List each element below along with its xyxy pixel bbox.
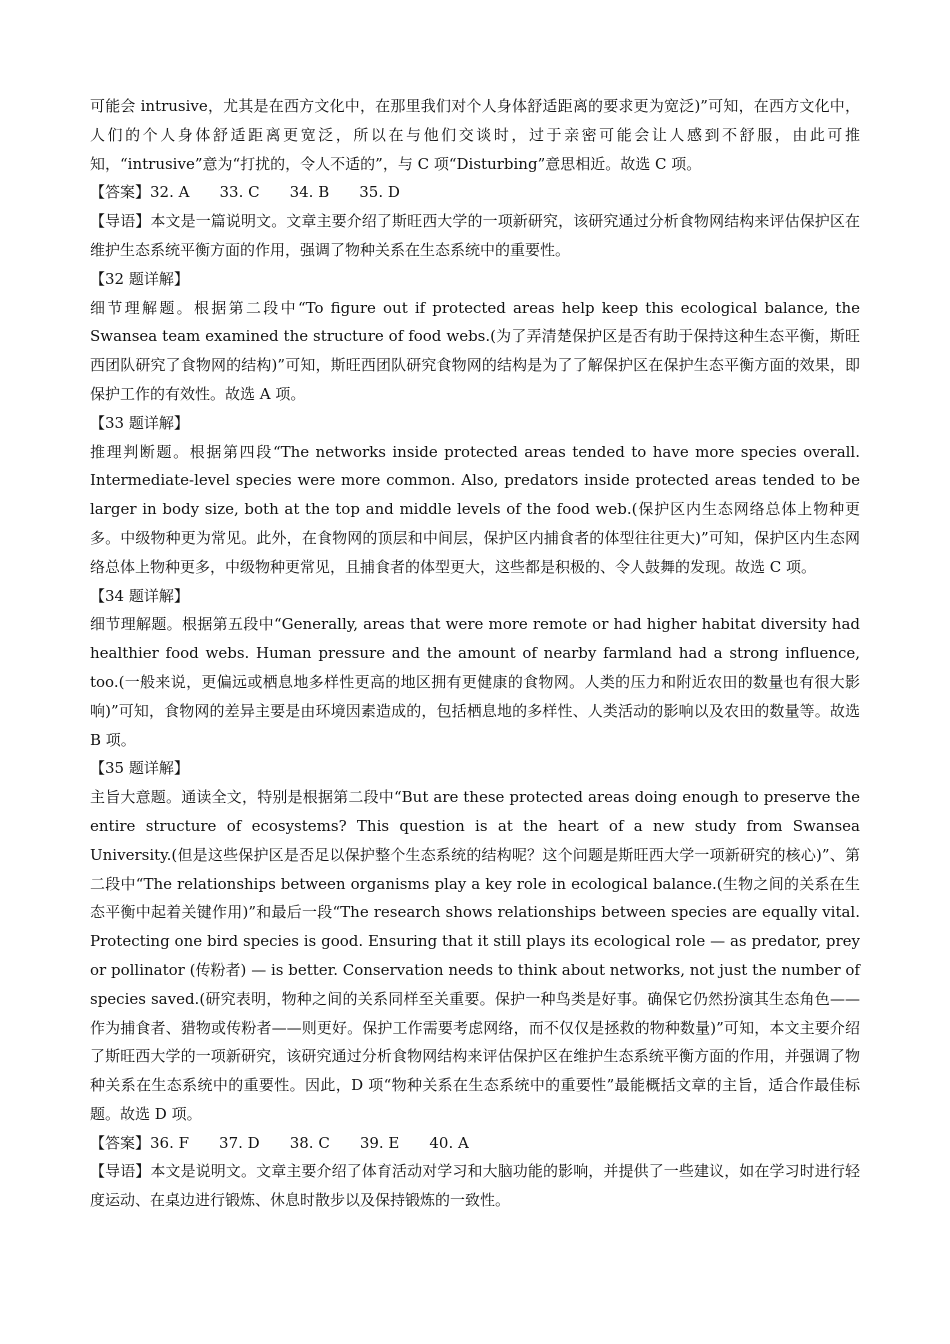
answer-label: 【答案】 <box>90 1133 151 1152</box>
q33-explanation: 推理判断题。根据第四段“The networks inside protected areas tended to have more species overall. Intermediate-level species were more common. Also, predators inside protected areas tended to be larger in body size, both at the top and middle levels of the food web.(保护区内生态网络总体上物种更多。中级物种更为常见。此外，在食物网的顶层和中间层，保护区内捕食者的体型往往更大)”可知，保护区内生态网络总体上物种更多，中级物种更常见，且捕食者的体型更大，这些都是积极的、令人鼓舞的发现。故选 C 项。 <box>90 442 860 576</box>
q33-heading: 【33 题详解】 <box>90 413 189 432</box>
guide-paragraph-passage-2: 【导语】本文是说明文。文章主要介绍了体育活动对学习和大脑功能的影响，并提供了一些建议，如在学习时进行轻度运动、在桌边进行锻炼、休息时散步以及保持锻炼的一致性。 <box>90 1162 860 1210</box>
answer-item: 36. F <box>150 1133 190 1152</box>
answer-item: 32. A <box>150 183 190 202</box>
answer-item: 34. B <box>289 183 330 202</box>
answer-item: 33. C <box>219 183 260 202</box>
intrusive-explanation-paragraph: 可能会 intrusive，尤其是在西方文化中，在那里我们对个人身体舒适距离的要求更为宽泛)”可知，在西方文化中，人们的个人身体舒适距离更宽泛，所以在与他们交谈时，过于亲密可能会让人感到不舒服，由此可推知，“intrusive”意为“打扰的，令人不适的”，与 C 项“Disturbing”意思相近。故选 C 项。 <box>90 97 860 173</box>
answer-item: 35. D <box>359 183 400 202</box>
q35-heading: 【35 题详解】 <box>90 759 189 778</box>
answer-key-36-40 <box>90 1129 860 1158</box>
answer-item: 39. E <box>359 1133 400 1152</box>
answer-item: 37. D <box>219 1133 260 1152</box>
answer-label: 【答案】 <box>90 183 151 202</box>
q32-explanation: 细节理解题。根据第二段中“To figure out if protected areas help keep this ecological balance, the Swansea team examined the structure of food webs.(为了弄清楚保护区是否有助于保持这种生态平衡，斯旺西团队研究了食物网的结构)”可知，斯旺西团队研究食物网的结构是为了了解保护区在保护生态平衡方面的效果，即保护工作的有效性。故选 A 项。 <box>90 298 860 403</box>
answer-key-32-35 <box>90 178 860 207</box>
q34-explanation: 细节理解题。根据第五段中“Generally, areas that were more remote or had higher habitat diversity had healthier food webs. Human pressure and the amount of nearby farmland had a strong influence, too.(一般来说，更偏远或栖息地多样性更高的地区拥有更健康的食物网。人类的压力和附近农田的数量也有很大影响)”可知，食物网的差异主要是由环境因素造成的，包括栖息地的多样性、人类活动的影响以及农田的数量等。故选 B 项。 <box>90 615 860 749</box>
q34-heading: 【34 题详解】 <box>90 586 189 605</box>
guide-paragraph-passage-1: 【导语】本文是一篇说明文。文章主要介绍了斯旺西大学的一项新研究，该研究通过分析食物网结构来评估保护区在维护生态系统平衡方面的作用，强调了物种关系在生态系统中的重要性。 <box>90 212 860 259</box>
answer-item: 40. A <box>429 1133 469 1152</box>
q35-explanation: 主旨大意题。通读全文，特别是根据第二段中“But are these protected areas doing enough to preserve the entire structure of ecosystems? This question is at the heart of a new study from Swansea University.(但是这些保护区是否足以保护整个生态系统的结构呢？这个问题是斯旺西大学一项新研究的核心)”、第二段中“The relationships between organisms play a key role in ecological balance.(生物之间的关系在生态平衡中起着关键作用)”和最后一段“The research shows relationships between species are equally vital. Protecting one bird species is good. Ensuring that it still plays its ecological role — as predator, prey or pollinator (传粉者) — is better. Conservation needs to think about networks, not just the number of species saved.(研究表明，物种之间的关系同样至关重要。保护一种鸟类是好事。确保它仍然扮演其生态角色——作为捕食者、猎物或传粉者——则更好。保护工作需要考虑网络，而不仅仅是拯救的物种数量)”可知，本文主要介绍了斯旺西大学的一项新研究，该研究通过分析食物网结构来评估保护区在维护生态系统平衡方面的作用，并强调了物种关系在生态系统中的重要性。因此，D 项“物种关系在生态系统中的重要性”最能概括文章的主旨，适合作最佳标题。故选 D 项。 <box>90 788 860 1123</box>
answer-item: 38. C <box>289 1133 330 1152</box>
q32-heading: 【32 题详解】 <box>90 269 189 288</box>
